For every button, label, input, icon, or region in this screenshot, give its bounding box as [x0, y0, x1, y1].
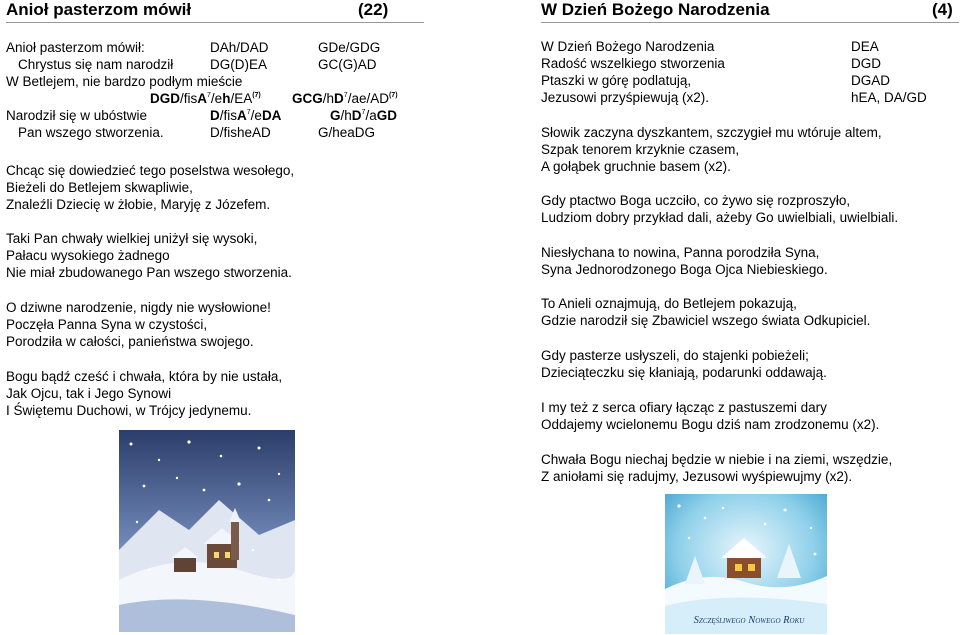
- verse-line: Pałacu wysokiego żadnego: [6, 248, 170, 263]
- verse-line: A gołąbek gruchnie basem (x2).: [541, 159, 731, 174]
- lyric-line: Pan wszego stworzenia.: [18, 125, 164, 140]
- verse-line: Słowik zaczyna dyszkantem, szczygieł mu wtóruje altem,: [541, 125, 882, 140]
- song-left-number: (22): [358, 0, 389, 19]
- chord: DGD/fisA$^7$/eh/EA$^{(7)}$: [150, 91, 261, 106]
- verse-line: Chcąc się dowiedzieć tego poselstwa wesołego,: [6, 163, 295, 178]
- verse-line: Dzieciąteczku się kłaniają, podarunki oddawają.: [541, 365, 827, 380]
- chord: DGAD: [851, 73, 891, 88]
- verse-line: Gdzie narodził się Zbawiciel wszego świata Odkupiciel.: [541, 313, 871, 328]
- verse-line: Z aniołami się radujmy, Jezusowi wyśpiewujmy (x2).: [541, 469, 853, 484]
- verse-line: I my też z serca ofiary łącząc z pastuszemi dary: [541, 400, 827, 415]
- header-rule: [6, 22, 424, 23]
- chord: GDe/GDG: [318, 40, 381, 55]
- verse-line: Oddajemy wcielonemu Bogu dziś nam zrodzonemu (x2).: [541, 417, 880, 432]
- lyric-line: Radość wszelkiego stworzenia: [541, 56, 725, 71]
- verse-line: Nie miał zbudowanego Pan wszego stworzenia.: [6, 265, 292, 280]
- chord: D/fisheAD: [210, 125, 271, 140]
- verse-line: Poczęła Panna Syna w czystości,: [6, 317, 208, 332]
- lyric-line: Ptaszki w górę podlatują,: [541, 73, 692, 88]
- chord: DGD: [851, 56, 881, 71]
- verse-line: Ludziom dobry przykład dali, ażeby Go uwielbiali, uwielbiali.: [541, 210, 899, 225]
- chord: $G/hD^7$/aGD: [330, 108, 397, 123]
- lyric-line: Jezusowi przyśpiewują (x2).: [541, 90, 710, 105]
- chord: G/heaDG: [318, 125, 376, 140]
- song-left-title: Anioł pasterzom mówił: [6, 0, 192, 19]
- verse-line: Gdy pasterze usłyszeli, do stajenki pobieżeli;: [541, 348, 809, 363]
- lyric-line: W Betlejem, nie bardzo podłym mieście: [6, 74, 243, 89]
- song-left-header: [6, 0, 416, 22]
- chord: DAh/DAD: [210, 40, 269, 55]
- lyric-line: Chrystus się nam narodził: [18, 57, 174, 72]
- lyric-line: Narodził się w ubóstwie: [6, 108, 148, 123]
- verse-line: Jak Ojcu, tak i Jego Synowi: [6, 386, 172, 401]
- chord: DG(D)EA: [210, 57, 267, 72]
- verse-line: To Anieli oznajmują, do Betlejem pokazują,: [541, 296, 797, 311]
- song-right-header: [541, 0, 959, 22]
- verse-line: Taki Pan chwały wielkiej uniżył się wysoki,: [6, 231, 258, 246]
- verse-line: Bogu bądź cześć i chwała, która by nie ustała,: [6, 369, 283, 384]
- winter-village-picture: [119, 430, 295, 632]
- song-right-title: W Dzień Bożego Narodzenia: [541, 0, 770, 19]
- verse-line: Bieżeli do Betlejem skwapliwie,: [6, 180, 193, 195]
- lyric-line: Anioł pasterzom mówił:: [6, 40, 145, 55]
- chord: DEA: [851, 39, 879, 54]
- verse-line: Syna Jednorodzonego Boga Ojca Niebieskiego.: [541, 262, 828, 277]
- verse-line: Znaleźli Dziecię w żłobie, Maryję z Józefem.: [6, 197, 271, 212]
- chord: D/fisA$^7$/eDA: [210, 108, 282, 123]
- verse-line: Szpak tenorem krzyknie czasem,: [541, 142, 740, 157]
- lyric-line: W Dzień Bożego Narodzenia: [541, 39, 715, 54]
- song-right-number: (4): [932, 0, 953, 19]
- chord: GC(G)AD: [318, 57, 377, 72]
- verse-line: Chwała Bogu niechaj będzie w niebie i na ziemi, wszędzie,: [541, 452, 893, 467]
- greeting-card-picture: [665, 494, 827, 634]
- verse-line: I Świętemu Duchowi, w Trójcy jedynemu.: [6, 403, 252, 418]
- verse-line: Niesłychana to nowina, Panna porodziła Syna,: [541, 245, 820, 260]
- card-caption: Szczęśliwego Nowego Roku: [693, 615, 805, 626]
- chord: GCG/$hD^7/ae/AD^{(7)}$: [292, 91, 398, 106]
- header-rule: [541, 22, 959, 23]
- verse-line: Gdy ptactwo Boga uczciło, co żywo się rozproszyło,: [541, 193, 851, 208]
- verse-line: Porodziła w całości, panieństwa swojego.: [6, 334, 254, 349]
- chord: hEA, DA/GD: [851, 90, 927, 105]
- verse-line: O dziwne narodzenie, nigdy nie wysłowione!: [6, 300, 271, 315]
